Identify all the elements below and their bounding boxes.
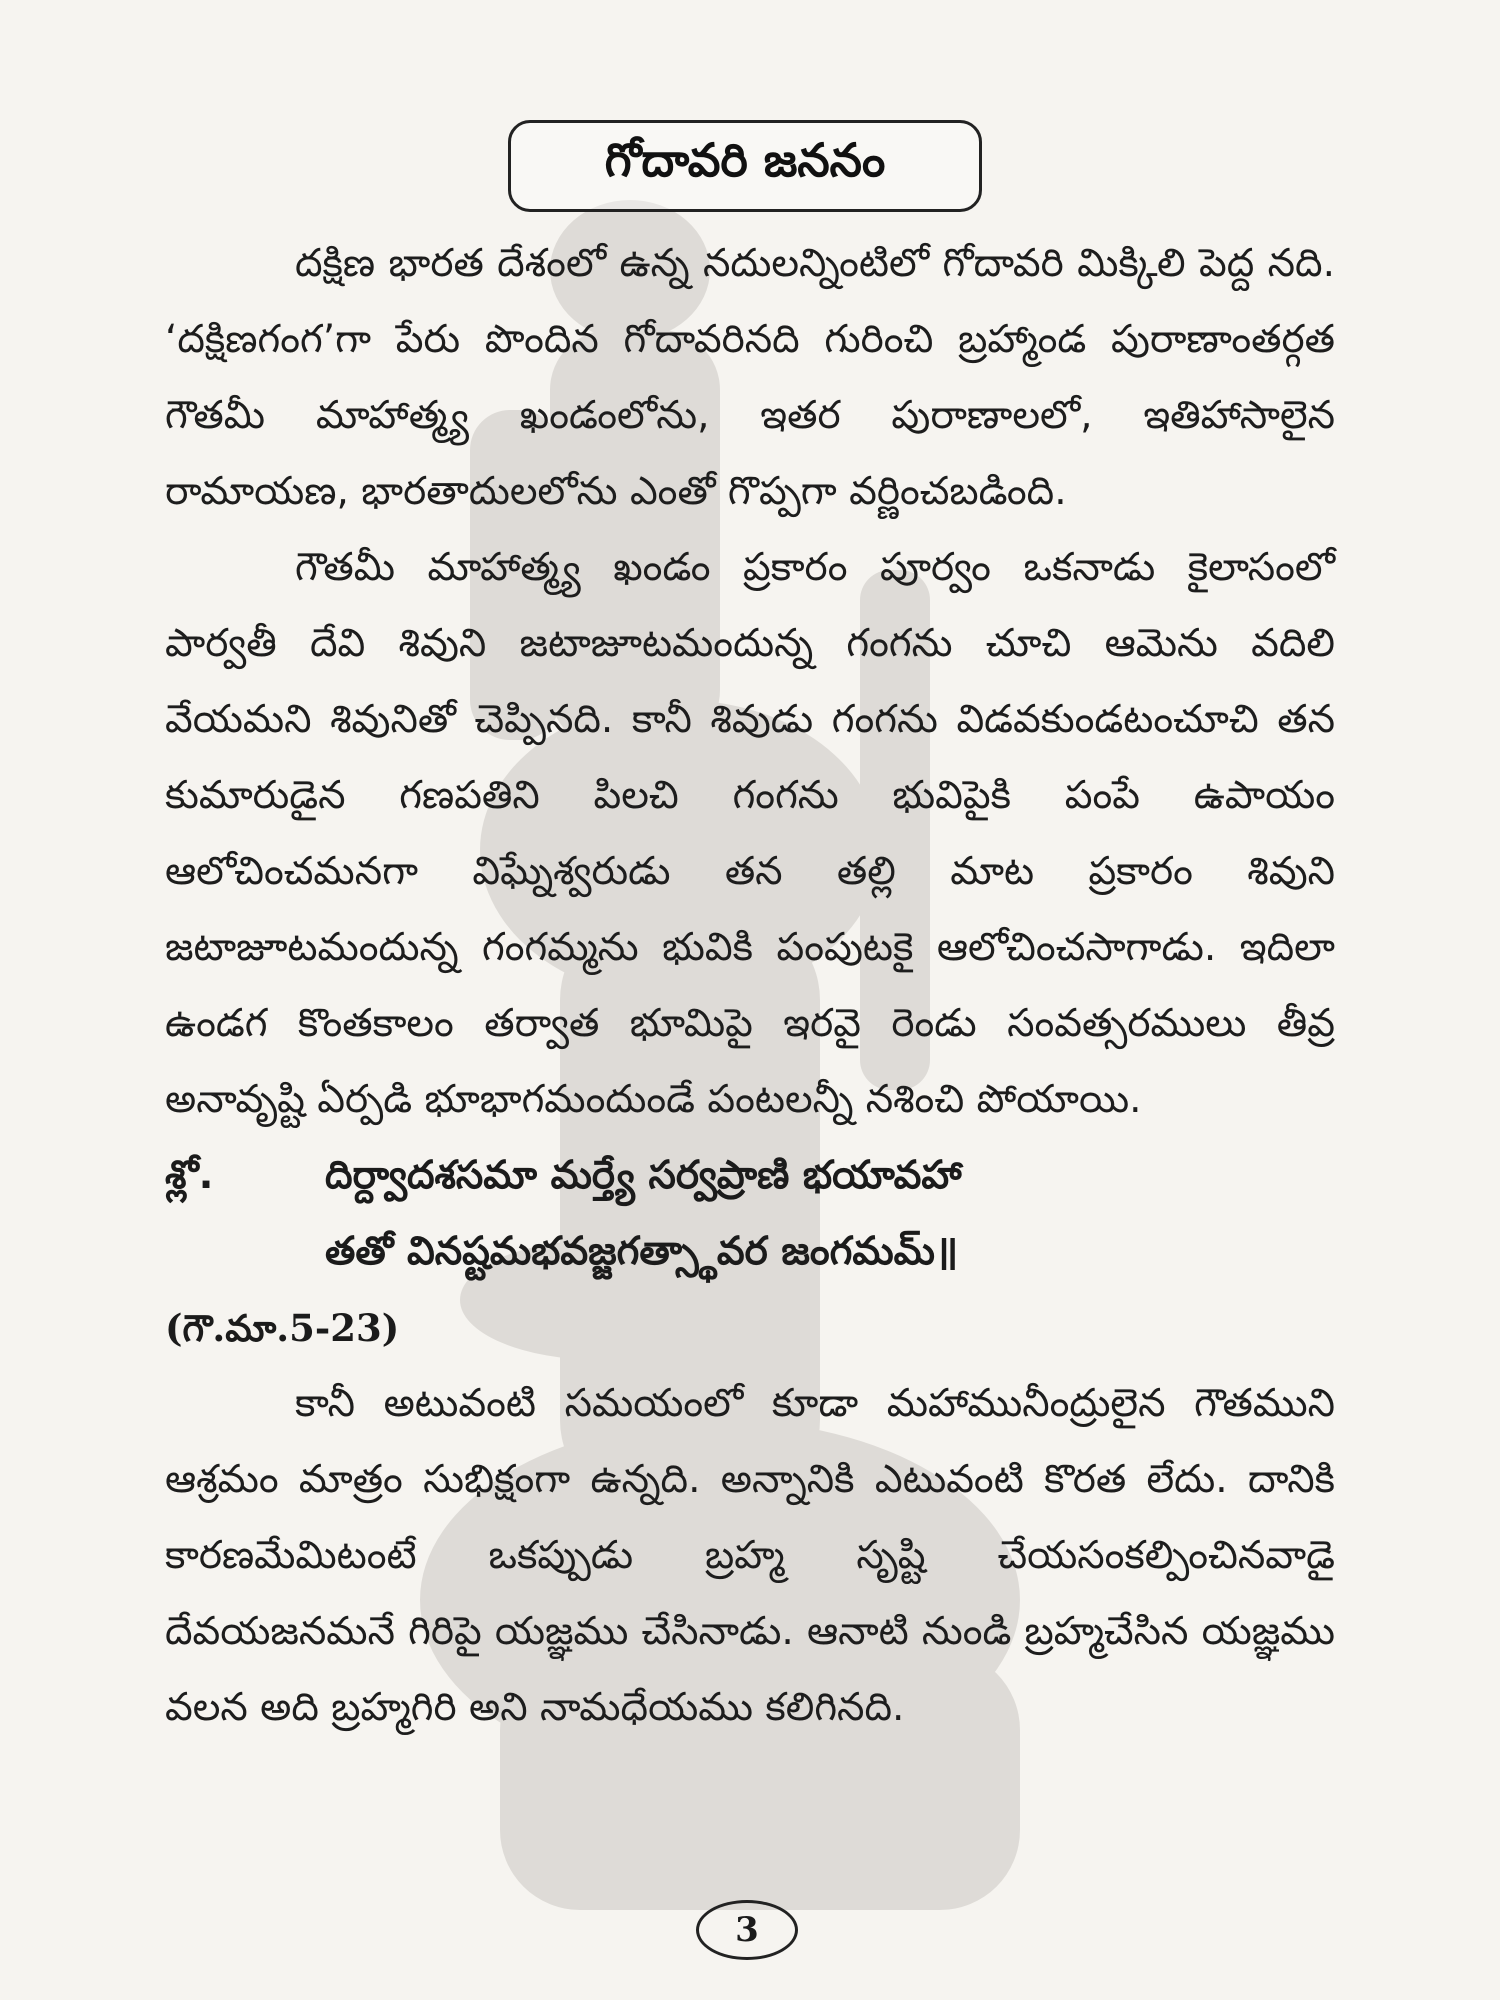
page-number-badge bbox=[696, 1900, 798, 1960]
sloka-line-1: దిర్ద్వాదశసమా మర్త్యే సర్వప్రాణి భయావహా bbox=[325, 1153, 962, 1198]
sloka-line-1-row bbox=[165, 1138, 1335, 1214]
sloka-line-2: తతో వినష్టమభవజ్జగత్స్థావర జంగమమ్॥ bbox=[325, 1229, 959, 1274]
page-number: 3 bbox=[735, 1910, 759, 1950]
paragraph-1: దక్షిణ భారత దేశంలో ఉన్న నదులన్నింటిలో గోదావరి మిక్కిలి పెద్ద నది. ‘దక్షిణగంగ’గా పేరు పొందిన గోదావరినది గురించి బ్రహ్మాండ పురాణాంతర్గత గౌతమీ మాహాత్మ్య ఖండంలోను, ఇతర పురాణాలలో, ఇతిహాసాలైన రామాయణ, భారతాదులలోను ఎంతో గొప్పగా వర్ణించబడింది. bbox=[165, 241, 1335, 514]
sloka-line-2-row bbox=[165, 1214, 1335, 1290]
page-title-box bbox=[508, 120, 982, 212]
page-title: గోదావరి జననం bbox=[604, 133, 886, 187]
sloka-reference: (గౌ.మా.5-23) bbox=[165, 1306, 400, 1350]
paragraph-2: గౌతమీ మాహాత్మ్య ఖండం ప్రకారం పూర్వం ఒకనాడు కైలాసంలో పార్వతీ దేవి శివుని జటాజూటమందున్న గంగను చూచి ఆమెను వదిలి వేయమని శివునితో చెప్పినది. కానీ శివుడు గంగను విడవకుండటంచూచి తన కుమారుడైన గణపతిని పిలచి గంగను భువిపైకి పంపే ఉపాయం ఆలోచించమనగా విఘ్నేశ్వరుడు తన తల్లి మాట ప్రకారం శివుని జటాజూటమందున్న గంగమ్మను భువికి పంపుటకై ఆలోచించసాగాడు. ఇదిలా ఉండగ కొంతకాలం తర్వాత భూమిపై ఇరవై రెండు సంవత్సరములు తీవ్ర అనావృష్టి ఏర్పడి భూభాగమందుండే పంటలన్నీ నశించి పోయాయి. bbox=[165, 545, 1335, 1122]
page-content bbox=[165, 226, 1335, 1746]
paragraph-3: కానీ అటువంటి సమయంలో కూడా మహామునీంద్రులైన గౌతముని ఆశ్రమం మాత్రం సుభిక్షంగా ఉన్నది. అన్నానికి ఎటువంటి కొరత లేదు. దానికి కారణమేమిటంటే ఒకప్పుడు బ్రహ్మ సృష్టి చేయసంకల్పించినవాడై దేవయజనమనే గిరిపై యజ్ఞము చేసినాడు. ఆనాటి నుండి బ్రహ్మచేసిన యజ్ఞము వలన అది బ్రహ్మగిరి అని నామధేయము కలిగినది. bbox=[165, 1381, 1335, 1730]
sloka-label: శ్లో. bbox=[165, 1153, 214, 1198]
